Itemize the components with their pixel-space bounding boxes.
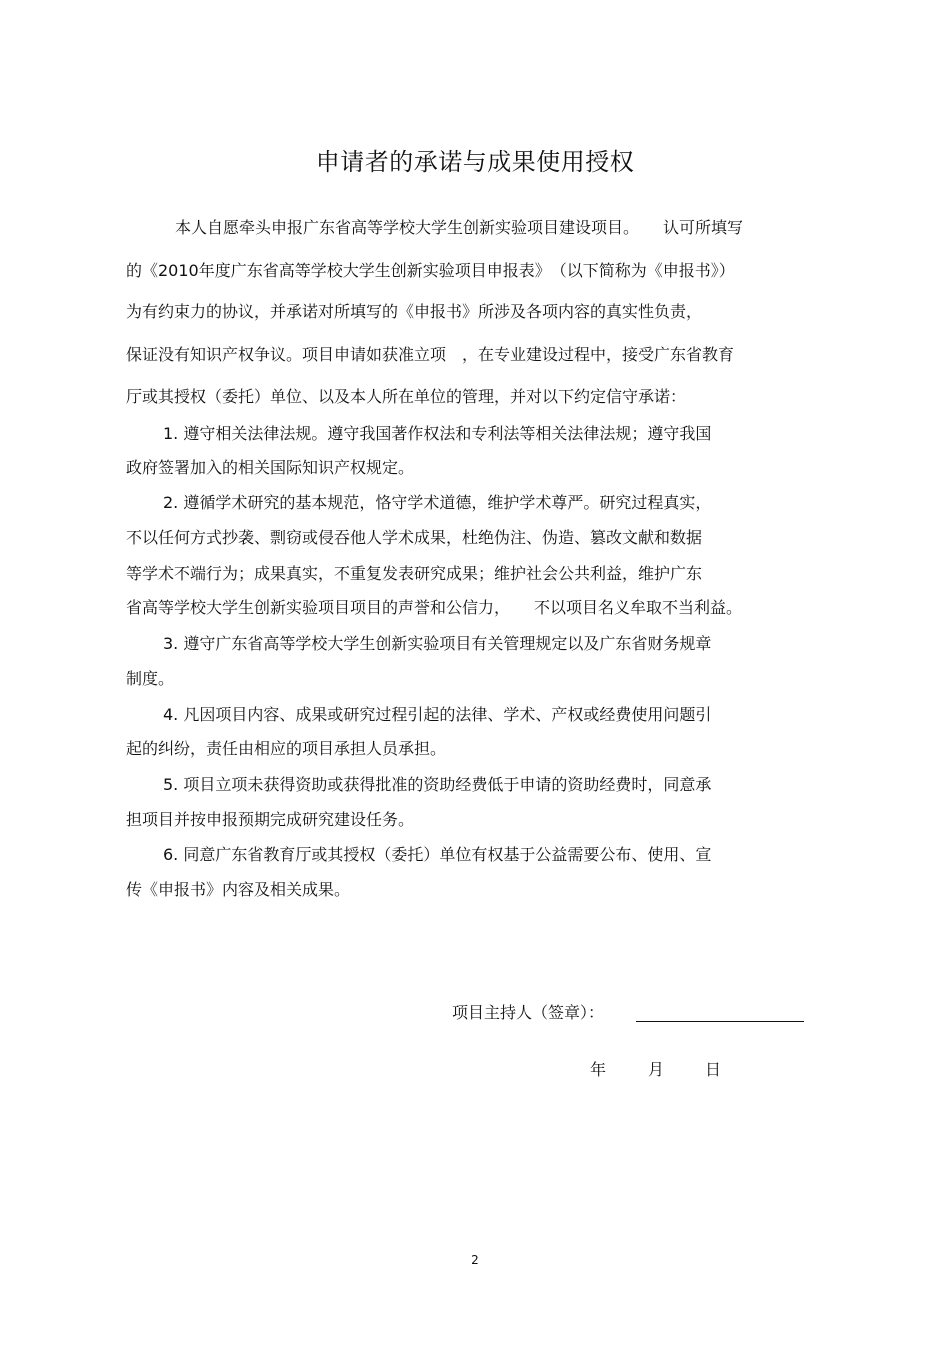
paragraph-line-1: 本人自愿牵头申报广东省高等学校大学生创新实验项目建设项目。 认可所填写 xyxy=(175,218,744,237)
commitment-1-line-1: 1. 遵守相关法律法规。遵守我国著作权法和专利法等相关法律法规；遵守我国 xyxy=(163,424,712,443)
page-number: 2 xyxy=(471,1253,479,1267)
date-year: 年 xyxy=(590,1060,607,1079)
commitment-6-line-1: 6. 同意广东省教育厅或其授权（委托）单位有权基于公益需要公布、使用、宣 xyxy=(163,845,712,864)
paragraph-line-3: 为有约束力的协议，并承诺对所填写的《申报书》所涉及各项内容的真实性负责， xyxy=(126,302,703,321)
paragraph-line-2: 的《2010年度广东省高等学校大学生创新实验项目申报表》 （以下简称为《申报书》） xyxy=(126,261,735,280)
paragraph-line-5: 厅或其授权（委托）单位、以及本人所在单位的管理，并对以下约定信守承诺： xyxy=(126,387,687,406)
commitment-2-line-3: 等学术不端行为；成果真实，不重复发表研究成果；维护社会公共利益，维护广东 xyxy=(126,564,703,583)
commitment-4-line-2: 起的纠纷，责任由相应的项目承担人员承担。 xyxy=(126,739,447,758)
commitment-3-line-2: 制度。 xyxy=(126,669,175,688)
commitment-5-line-2: 担项目并按申报预期完成研究建设任务。 xyxy=(126,810,415,829)
document-title: 申请者的承诺与成果使用授权 xyxy=(315,148,635,176)
commitment-3-line-1: 3. 遵守广东省高等学校大学生创新实验项目有关管理规定以及广东省财务规章 xyxy=(163,634,712,653)
commitment-4-line-1: 4. 凡因项目内容、成果或研究过程引起的法律、学术、产权或经费使用问题引 xyxy=(163,705,712,724)
commitment-1-line-2: 政府签署加入的相关国际知识产权规定。 xyxy=(126,458,415,477)
commitment-2-line-4: 省高等学校大学生创新实验项目项目的声誉和公信力， 不以项目名义牟取不当利益。 xyxy=(126,598,743,617)
commitment-2-line-1: 2. 遵循学术研究的基本规范，恪守学术道德，维护学术尊严。研究过程真实， xyxy=(163,493,712,512)
signature-line xyxy=(636,1021,804,1022)
commitment-6-line-2: 传《申报书》内容及相关成果。 xyxy=(126,880,351,899)
date-month: 月 xyxy=(648,1060,665,1079)
commitment-2-line-2: 不以任何方式抄袭、剽窃或侵吞他人学术成果，杜绝伪注、伪造、篡改文献和数据 xyxy=(126,528,703,547)
commitment-5-line-1: 5. 项目立项未获得资助或获得批准的资助经费低于申请的资助经费时，同意承 xyxy=(163,775,712,794)
paragraph-line-4: 保证没有知识产权争议。项目申请如获准立项 ，在专业建设过程中，接受广东省教育 xyxy=(126,345,735,364)
date-day: 日 xyxy=(705,1060,722,1079)
signature-label: 项目主持人（签章）： xyxy=(452,1003,605,1022)
